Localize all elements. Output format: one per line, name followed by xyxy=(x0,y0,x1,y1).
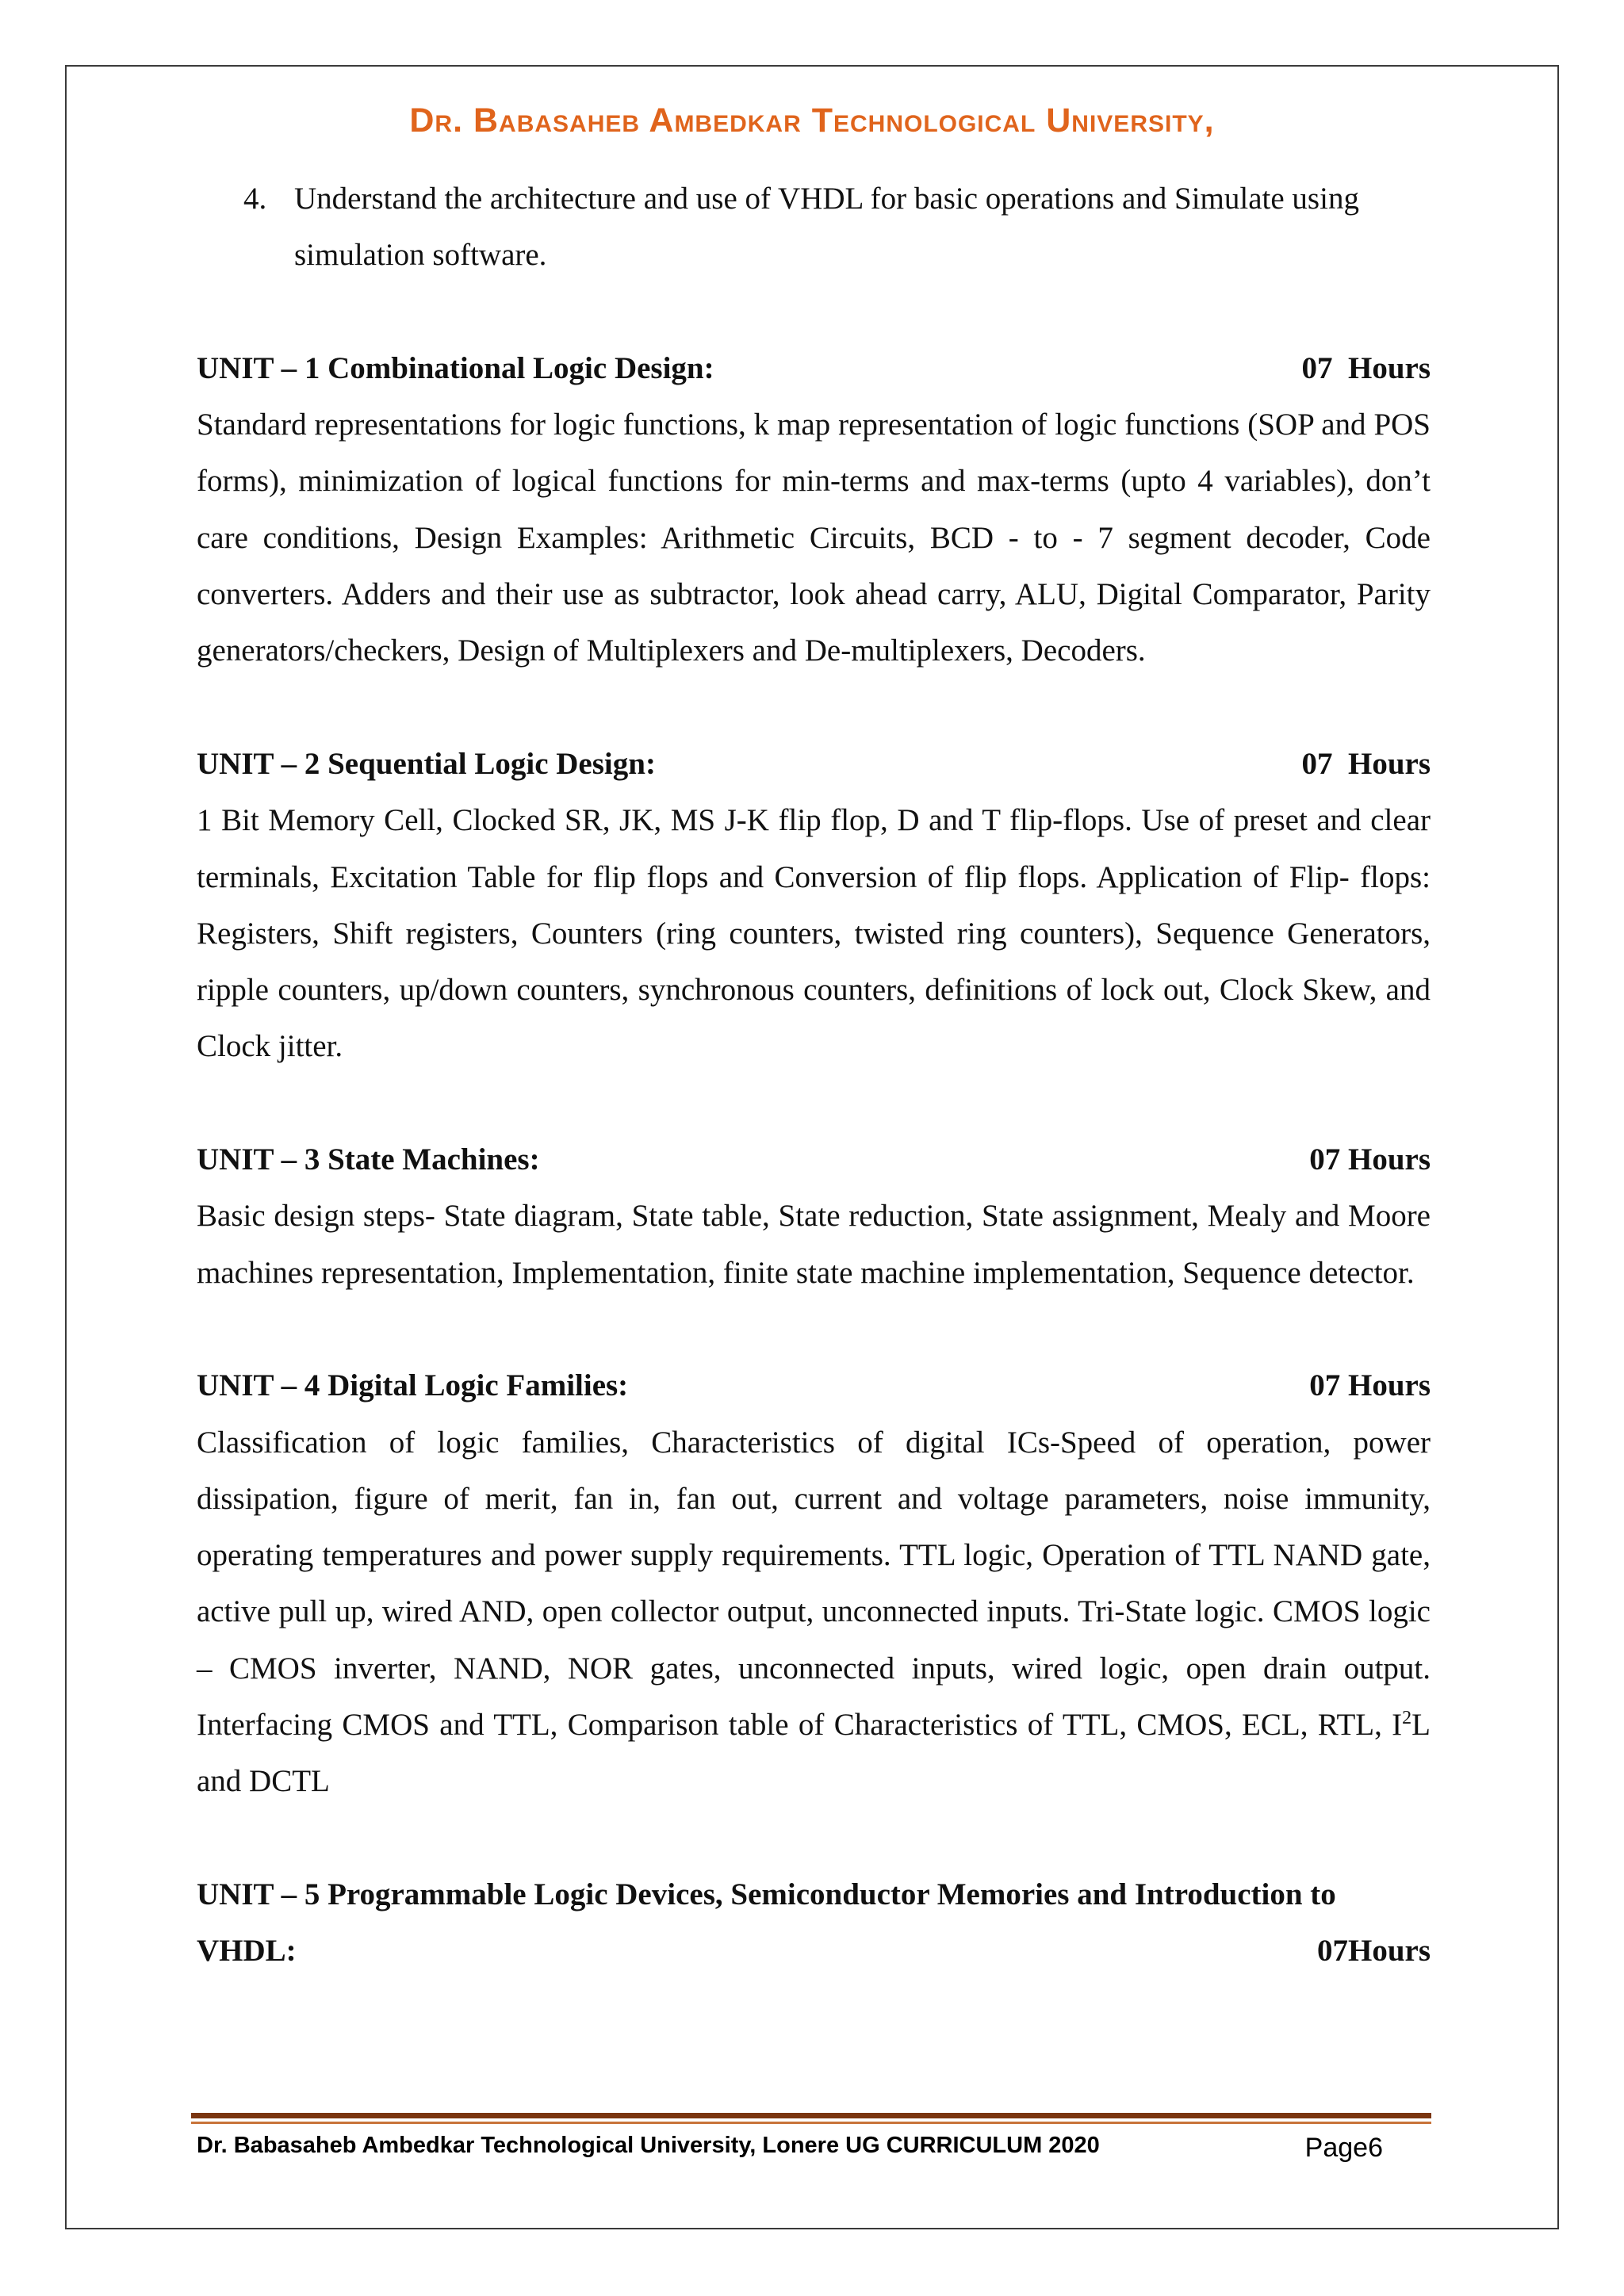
unit-5-title-cont: VHDL: xyxy=(197,1934,297,1969)
unit-4-superscript: 2 xyxy=(1402,1708,1412,1729)
document-body xyxy=(197,170,1431,1980)
unit-1-body: Standard representations for logic functions, k map representation of logic functions (SOP and POS forms), minimization of logical functions for min-terms and max-terms (upto 4 variables), don’t care conditions, Design Examples: Arithmetic Circuits, BCD - to - 7 segment decoder, Code converters. Adders and their use as subtractor, look ahead carry, ALU, Digital Comparator, Parity generators/checkers, Design of Multiplexers and De-multiplexers, Decoders. xyxy=(197,408,1431,668)
unit-3-hours: 07 Hours xyxy=(1309,1142,1431,1177)
objective-item xyxy=(197,170,1431,284)
unit-4-heading xyxy=(197,1357,1431,1414)
footer-rule-dark xyxy=(191,2113,1431,2118)
unit-4-body-tail: L and DCTL xyxy=(197,1708,1431,1799)
unit-1-hours: 07 Hours xyxy=(1301,350,1431,385)
unit-3-title: UNIT – 3 State Machines: xyxy=(197,1142,540,1177)
unit-2-title: UNIT – 2 Sequential Logic Design: xyxy=(197,746,656,781)
unit-3-body: Basic design steps- State diagram, State table, State reduction, State assignment, Mealy and Moore machines representation, Implementation, finite state machine implementation, Sequence detector. xyxy=(197,1199,1431,1290)
unit-5-hours: 07Hours xyxy=(1316,1934,1431,1969)
footer-rule-light xyxy=(191,2122,1431,2124)
unit-3-heading xyxy=(197,1131,1431,1188)
objective-number: 4. xyxy=(243,182,267,216)
university-header: Dr. Babasaheb Ambedkar Technological University, xyxy=(409,101,1215,140)
page-footer xyxy=(197,2133,1431,2164)
unit-2-heading xyxy=(197,736,1431,792)
unit-2-hours: 07 Hours xyxy=(1301,746,1431,781)
unit-1-title: UNIT – 1 Combinational Logic Design: xyxy=(197,350,714,385)
footer-text: Dr. Babasaheb Ambedkar Technological University, Lonere UG CURRICULUM 2020 xyxy=(197,2133,1100,2158)
unit-5-title: UNIT – 5 Programmable Logic Devices, Semiconductor Memories and Introduction to xyxy=(197,1877,1336,1911)
page-number: Page6 xyxy=(1304,2133,1383,2163)
unit-4-hours: 07 Hours xyxy=(1309,1368,1431,1403)
unit-5-heading-line2 xyxy=(197,1923,1431,1979)
unit-2-body: 1 Bit Memory Cell, Clocked SR, JK, MS J-K flip flop, D and T flip-flops. Use of preset and clear terminals, Excitation Table for flip flops and Conversion of flip flops. Application of Flip- flops: Registers, Shift registers, Counters (ring counters, twisted ring counters), Sequence Generators, ripple counters, up/down counters, synchronous counters, definitions of lock out, Clock Skew, and Clock jitter. xyxy=(197,803,1431,1064)
unit-1-heading xyxy=(197,340,1431,396)
unit-4-body xyxy=(197,1414,1431,1810)
objective-text: Understand the architecture and use of VHDL for basic operations and Simulate using simulation software. xyxy=(294,182,1359,273)
unit-4-body-text: Classification of logic families, Characteristics of digital ICs-Speed of operation, power dissipation, figure of merit, fan in, fan out, current and voltage parameters, noise immunity, operating temperatures and power supply requirements. TTL logic, Operation of TTL NAND gate, active pull up, wired AND, open collector output, unconnected inputs. Tri-State logic. CMOS logic – CMOS inverter, NAND, NOR gates, unconnected inputs, wired logic, open drain output. Interfacing CMOS and TTL, Comparison table of Characteristics of TTL, CMOS, ECL, RTL, I xyxy=(197,1425,1431,1743)
unit-4-title: UNIT – 4 Digital Logic Families: xyxy=(197,1368,629,1403)
